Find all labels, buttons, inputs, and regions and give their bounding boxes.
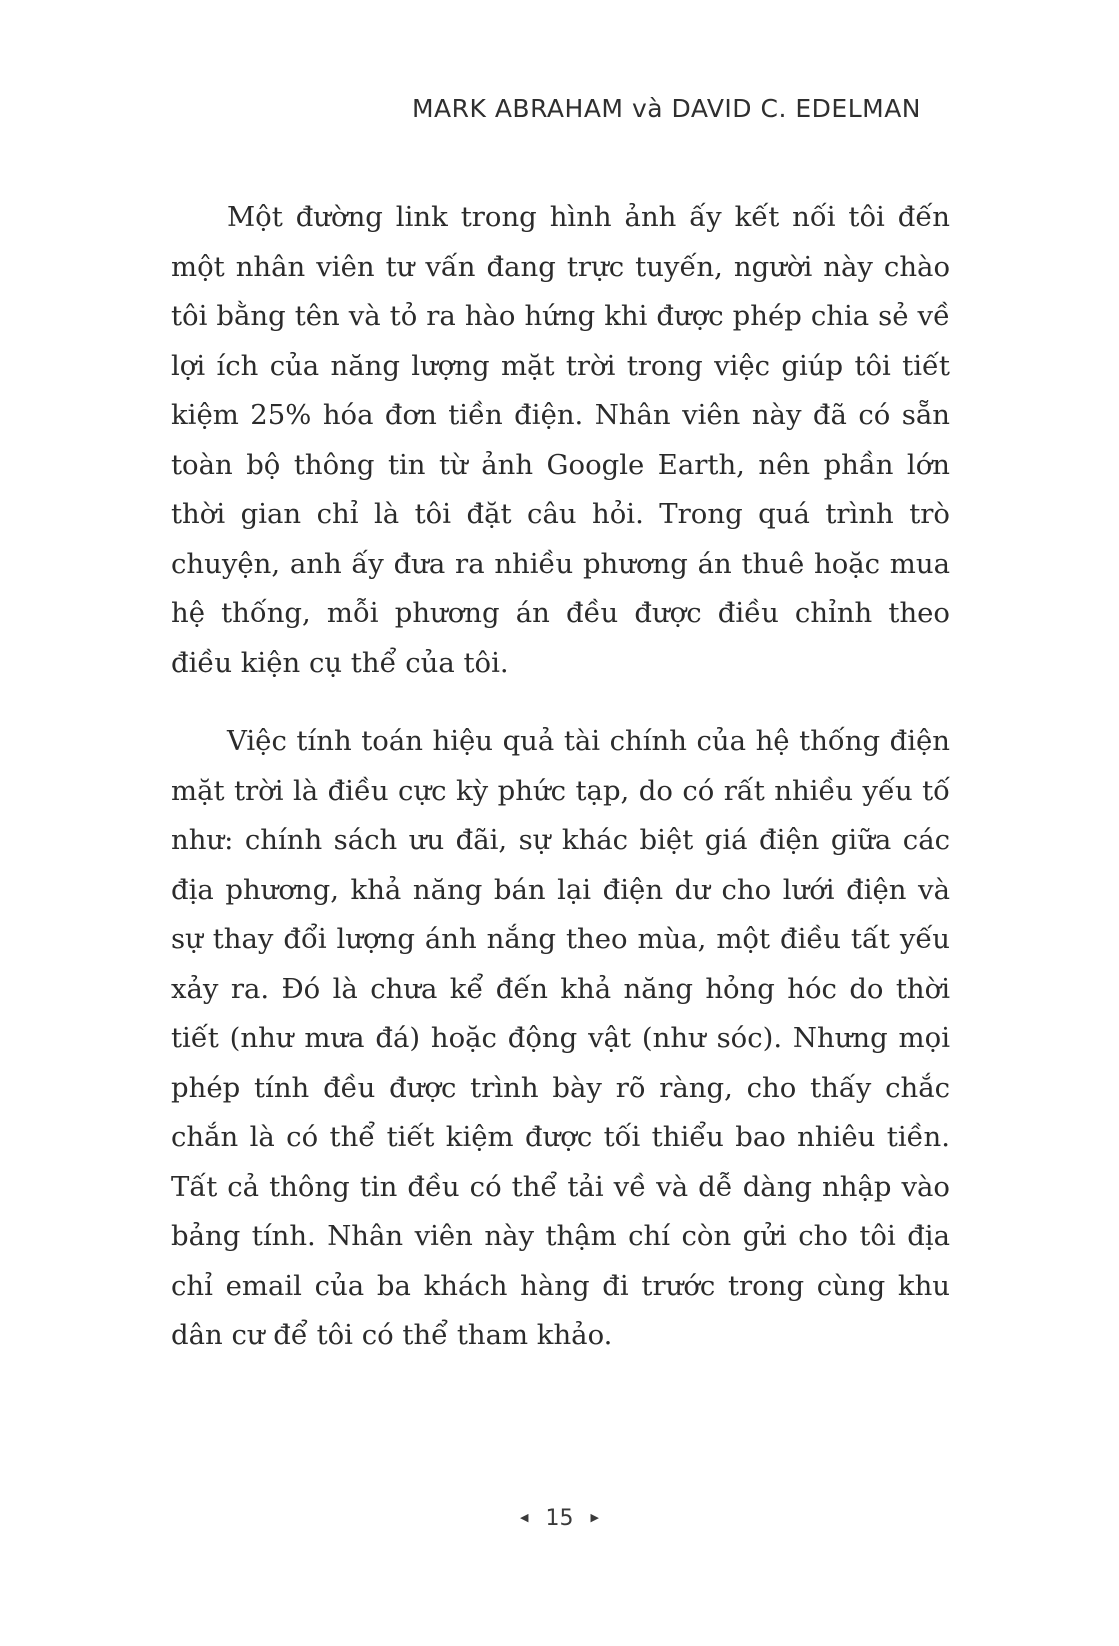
paragraph-1: Một đường link trong hình ảnh ấy kết nối tôi đến một nhân viên tư vấn đang trực tuyến, người này chào tôi bằng tên và tỏ ra hào hứng khi được phép chia sẻ về lợi ích của năng lượng mặt trời trong việc giúp tôi tiết kiệm 25% hóa đơn tiền điện. Nhân viên này đã có sẵn toàn bộ thông tin từ ảnh Google Earth, nên phần lớn thời gian chỉ là tôi đặt câu hỏi. Trong quá trình trò chuyện, anh ấy đưa ra nhiều phương án thuê hoặc mua hệ thống, mỗi phương án đều được điều chỉnh theo điều kiện cụ thể của tôi. bbox=[171, 201, 950, 679]
running-header: MARK ABRAHAM và DAVID C. EDELMAN bbox=[411, 94, 921, 123]
page-number: 15 bbox=[545, 1506, 574, 1531]
triangle-right-icon: ▶ bbox=[590, 1510, 599, 1524]
page-footer bbox=[0, 1506, 1119, 1531]
paragraph-2: Việc tính toán hiệu quả tài chính của hệ thống điện mặt trời là điều cực kỳ phức tạp, do có rất nhiều yếu tố như: chính sách ưu đãi, sự khác biệt giá điện giữa các địa phương, khả năng bán lại điện dư cho lưới điện và sự thay đổi lượng ánh nắng theo mùa, một điều tất yếu xảy ra. Đó là chưa kể đến khả năng hỏng hóc do thời tiết (như mưa đá) hoặc động vật (như sóc). Nhưng mọi phép tính đều được trình bày rõ ràng, cho thấy chắc chắn là có thể tiết kiệm được tối thiểu bao nhiêu tiền. Tất cả thông tin đều có thể tải về và dễ dàng nhập vào bảng tính. Nhân viên này thậm chí còn gửi cho tôi địa chỉ email của ba khách hàng đi trước trong cùng khu dân cư để tôi có thể tham khảo. bbox=[171, 725, 950, 1351]
triangle-left-icon: ◀ bbox=[520, 1510, 529, 1524]
body-text bbox=[171, 193, 950, 1361]
